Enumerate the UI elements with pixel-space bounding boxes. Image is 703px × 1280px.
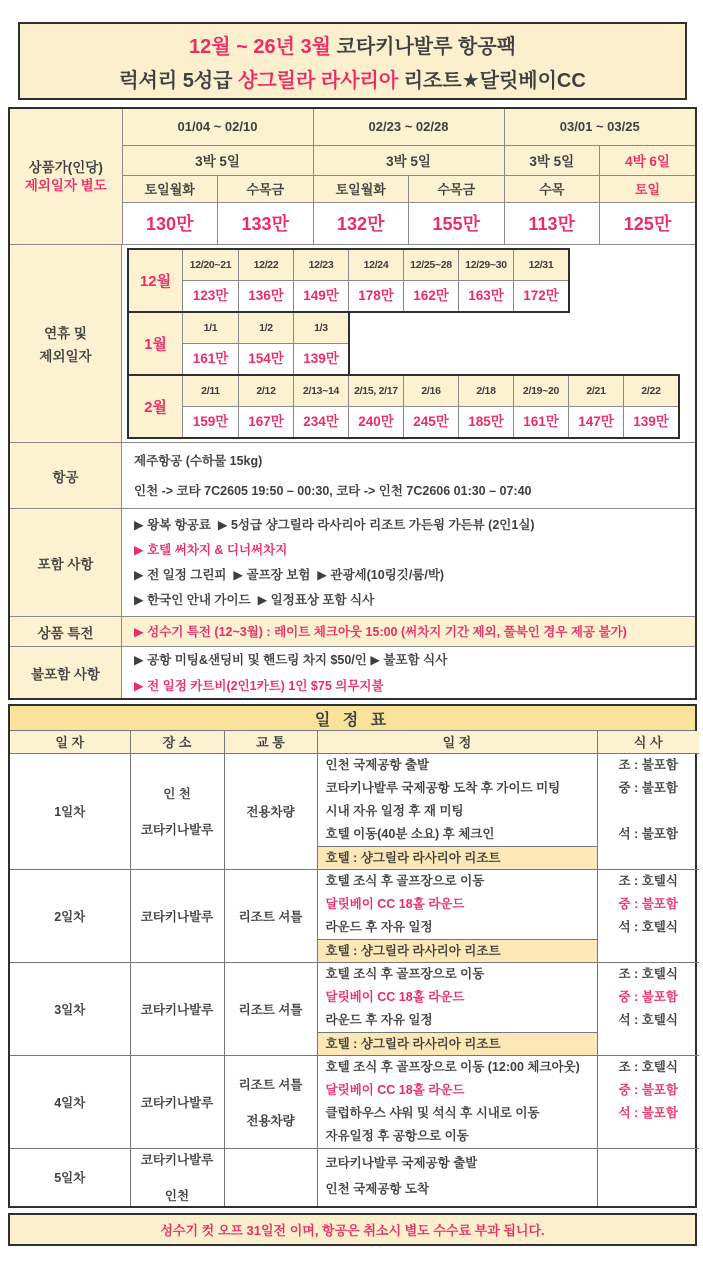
price-cell: 139만 [293, 344, 348, 374]
date-cell: 12/29~30 [458, 250, 513, 280]
excluded-section [10, 646, 695, 698]
schedule-line: 시내 자유 일정 후 재 미팅 [325, 803, 464, 818]
title-line-2 [119, 64, 586, 93]
meal-line: 중 : 불포함 [618, 780, 678, 795]
special-benefit-section [10, 616, 695, 646]
day-number: 4일차 [10, 1055, 130, 1148]
duration-cell: 3박 5일 [122, 145, 313, 175]
december-prices-row [183, 280, 568, 311]
excluded-section-label [10, 647, 122, 698]
schedule-line: 클럽하우스 샤워 및 석식 후 시내로 이동 [325, 1105, 540, 1120]
day-number: 3일차 [10, 962, 130, 1055]
header-place: 장 소 [130, 731, 224, 753]
date-cell: 12/22 [238, 250, 293, 280]
schedule-line: 호텔 조식 후 골프장으로 이동 [325, 873, 485, 888]
price-cell: 178만 [348, 281, 403, 311]
excluded-items [122, 647, 695, 698]
package-info-table [8, 107, 697, 700]
price-cell: 154만 [238, 344, 293, 374]
included-item: ▶ 호텔 써차지 & 디너써차지 [134, 543, 288, 557]
price-cell: 234만 [293, 407, 348, 437]
title-date-range: 12월 ~ 26년 3월 [189, 35, 331, 58]
itinerary-table [10, 731, 699, 1206]
day-meals [598, 963, 700, 1032]
december-dates-row [183, 250, 568, 280]
month-label: 1월 [129, 313, 183, 374]
header-transport: 교 통 [224, 731, 317, 753]
price-cell: 240만 [348, 407, 403, 437]
header-schedule: 일 정 [317, 731, 597, 753]
day-schedule [318, 963, 597, 1032]
date-cell: 2/21 [568, 376, 623, 406]
place-line: 코타키나발루 [140, 1002, 214, 1017]
meal-line: 조 : 호텔식 [618, 873, 678, 888]
place-line: 코타키나발루 [140, 909, 214, 924]
meal-line: 조 : 호텔식 [618, 1059, 678, 1074]
price-label-line1: 상품가(인당) [28, 159, 103, 175]
special-benefit-content [122, 617, 695, 646]
price-cell: 245만 [403, 407, 458, 437]
date-cell: 12/20~21 [183, 250, 238, 280]
february-dates-row [183, 376, 678, 406]
title-destination: 코타키나발루 항공팩 [330, 35, 516, 58]
holiday-label-line2: 제외일자 [39, 349, 92, 364]
january-prices-row [183, 343, 348, 374]
meal-line: 조 : 호텔식 [618, 966, 678, 981]
price-cell: 123만 [183, 281, 238, 311]
weekday-cell: 수목금 [409, 175, 505, 202]
schedule-line: 라운드 후 자유 일정 [325, 1012, 433, 1027]
included-item: ▶ 전 일정 그린피 ▶ 골프장 보험 ▶ 관광세(10링깃/룸/박) [134, 568, 445, 582]
itinerary-day-3 [10, 962, 699, 1055]
price-range-row [10, 109, 695, 145]
price-cell: 139만 [623, 407, 678, 437]
meal-line [598, 800, 700, 823]
month-label: 2월 [129, 376, 183, 437]
date-range-cell: 02/23 ~ 02/28 [313, 109, 504, 145]
price-table-label [10, 109, 122, 244]
price-cell: 167만 [238, 407, 293, 437]
footer-notice-text: 성수기 컷 오프 31일전 이며, 항공은 취소시 별도 수수료 부과 됩니다. [160, 1223, 545, 1238]
airline-info: 제주항공 (수하물 15kg) [134, 453, 263, 468]
travel-package-flyer [8, 0, 697, 1246]
price-cell: 136만 [238, 281, 293, 311]
included-section [10, 508, 695, 616]
day-schedule [318, 1056, 597, 1148]
date-cell: 2/12 [238, 376, 293, 406]
flight-details [122, 443, 695, 508]
meal-line: 석 : 호텔식 [618, 1012, 678, 1027]
meal-line: 중 : 불포함 [618, 1082, 678, 1097]
hotel-note: 호텔 : 샹그릴라 라사리아 리조트 [318, 1032, 597, 1055]
schedule-line: 달릿베이 CC 18홀 라운드 [325, 989, 465, 1004]
included-item: ▶ 한국인 안내 가이드 ▶ 일정표상 포함 식사 [134, 593, 375, 607]
transport-line: 리조트 셔틀 [238, 909, 303, 924]
weekday-cell: 토일 [600, 175, 696, 202]
day-transport [225, 1000, 317, 1018]
transport-line: 리조트 셔틀 [238, 1002, 303, 1017]
date-cell: 2/13~14 [293, 376, 348, 406]
package-title [18, 22, 687, 100]
hotel-note: 호텔 : 샹그릴라 라사리아 리조트 [318, 846, 597, 869]
price-cell: 161만 [183, 344, 238, 374]
itinerary-day-2 [10, 869, 699, 962]
price-cell: 185만 [458, 407, 513, 437]
meal-line: 석 : 불포함 [618, 1105, 678, 1120]
flight-label-text: 항공 [52, 469, 79, 485]
price-cell: 163만 [458, 281, 513, 311]
date-cell: 1/2 [238, 313, 293, 343]
date-cell: 1/1 [183, 313, 238, 343]
day-meals [598, 870, 700, 939]
date-cell: 2/15, 2/17 [348, 376, 403, 406]
day-transport [225, 802, 317, 820]
day-number: 5일차 [10, 1148, 130, 1206]
price-cell: 149만 [293, 281, 348, 311]
day-meals [598, 1056, 700, 1125]
price-cell: 132만 [313, 202, 409, 244]
itinerary-section [8, 704, 697, 1208]
header-day: 일 자 [10, 731, 130, 753]
date-range-cell: 01/04 ~ 02/10 [122, 109, 313, 145]
place-line: 코타키나발루 [140, 1095, 214, 1110]
date-cell: 2/16 [403, 376, 458, 406]
flight-schedule: 인천 -> 코타 7C2605 19:50 – 00:30, 코타 -> 인천 7C2606 01:30 – 07:40 [134, 483, 532, 498]
included-item: ▶ 왕복 항공료 ▶ 5성급 샹그릴라 라사리아 리조트 가든윙 가든뷰 (2인1실) [134, 518, 535, 532]
price-cell: 161만 [513, 407, 568, 437]
day-places [131, 1000, 224, 1018]
month-label: 12월 [129, 250, 183, 311]
schedule-line: 라운드 후 자유 일정 [325, 919, 433, 934]
price-table [10, 109, 695, 244]
date-cell: 2/11 [183, 376, 238, 406]
itinerary-header-row [10, 731, 699, 753]
date-cell: 12/25~28 [403, 250, 458, 280]
day-places [131, 784, 224, 838]
price-cell: 162만 [403, 281, 458, 311]
flight-section [10, 442, 695, 508]
weekday-cell: 토일월화 [313, 175, 409, 202]
price-cell: 125만 [600, 202, 696, 244]
duration-cell: 3박 5일 [504, 145, 600, 175]
price-label-line2: 제외일자 별도 [24, 177, 107, 193]
meal-line: 중 : 불포함 [618, 989, 678, 1004]
title-hotel-grade: 럭셔리 5성급 [119, 69, 239, 92]
special-benefit-label [10, 617, 122, 646]
schedule-line: 호텔 조식 후 골프장으로 이동 [325, 966, 485, 981]
schedule-line: 코타키나발루 국제공항 출발 [325, 1155, 478, 1170]
weekday-cell: 수목 [504, 175, 600, 202]
title-line-1 [189, 30, 516, 59]
holiday-month-december [127, 248, 570, 313]
price-cell: 172만 [513, 281, 568, 311]
day-transport [225, 907, 317, 925]
title-hotel-name: 샹그릴라 라사리아 [238, 69, 399, 92]
itinerary-day-5 [10, 1148, 699, 1206]
date-cell: 12/31 [513, 250, 568, 280]
special-label-text: 상품 특전 [37, 625, 94, 641]
day-places [131, 1150, 224, 1204]
schedule-line: 인천 국제공항 출발 [325, 757, 430, 772]
date-cell: 2/19~20 [513, 376, 568, 406]
included-items [122, 509, 695, 616]
meal-line: 석 : 불포함 [618, 826, 678, 841]
footer-notice [8, 1213, 697, 1246]
date-range-cell: 03/01 ~ 03/25 [504, 109, 695, 145]
day-places [131, 1093, 224, 1111]
hotel-note: 호텔 : 샹그릴라 라사리아 리조트 [318, 939, 597, 962]
header-meals: 식 사 [597, 731, 699, 753]
holiday-label-line1: 연휴 및 [44, 326, 87, 341]
included-section-label [10, 509, 122, 616]
place-line: 코타키나발루 [140, 823, 214, 837]
schedule-line: 자유일정 후 공항으로 이동 [325, 1128, 469, 1143]
place-line: 인 천 [163, 787, 191, 801]
date-cell: 12/23 [293, 250, 348, 280]
holiday-section-label [10, 245, 122, 442]
schedule-line: 달릿베이 CC 18홀 라운드 [325, 1082, 465, 1097]
schedule-line: 호텔 이동(40분 소요) 후 체크인 [325, 826, 495, 841]
holiday-section [10, 244, 695, 442]
schedule-line: 코타키나발루 국제공항 도착 후 가이드 미팅 [325, 780, 561, 795]
transport-line: 전용차량 [246, 1113, 295, 1128]
price-cell: 130만 [122, 202, 218, 244]
february-prices-row [183, 406, 678, 437]
place-line: 코타키나발루 [140, 1153, 214, 1168]
included-label-text: 포함 사항 [37, 556, 94, 572]
meal-line: 석 : 호텔식 [618, 919, 678, 934]
day-meals [598, 754, 700, 846]
day-number: 2일차 [10, 869, 130, 962]
holiday-month-january [127, 311, 350, 376]
flight-section-label [10, 443, 122, 508]
duration-cell: 4박 6일 [600, 145, 696, 175]
transport-line: 전용차량 [246, 805, 295, 819]
meal-line: 중 : 불포함 [618, 896, 678, 911]
meal-line: 조 : 불포함 [618, 757, 678, 772]
schedule-line: 달릿베이 CC 18홀 라운드 [325, 896, 465, 911]
price-cell: 133만 [218, 202, 314, 244]
title-resort-cc: 리조트★달릿베이CC [398, 69, 586, 92]
day-transport [225, 1075, 317, 1129]
day-schedule [318, 870, 597, 939]
holiday-month-tables [122, 245, 695, 442]
excluded-item: ▶ 공항 미팅&샌딩비 및 핸드링 차지 $50/인 ▶ 불포함 식사 [134, 652, 448, 667]
day-schedule [318, 754, 597, 846]
excluded-item: ▶ 전 일정 카트비(2인1카트) 1인 $75 의무지불 [134, 678, 384, 693]
itinerary-day-4 [10, 1055, 699, 1148]
place-line: 인천 [164, 1189, 190, 1204]
duration-cell: 3박 5일 [313, 145, 504, 175]
special-benefit-text: ▶ 성수기 특전 (12~3월) : 레이트 체크아웃 15:00 (써차지 기간 제외, 풀북인 경우 제공 불가) [134, 624, 627, 639]
itinerary-day-1 [10, 753, 699, 869]
schedule-line: 인천 국제공항 도착 [325, 1181, 430, 1196]
holiday-month-february [127, 374, 680, 439]
day-schedule [318, 1152, 597, 1201]
weekday-cell: 수목금 [218, 175, 314, 202]
date-cell: 2/18 [458, 376, 513, 406]
date-cell: 2/22 [623, 376, 678, 406]
price-cell: 113만 [504, 202, 600, 244]
january-dates-row [183, 313, 348, 343]
weekday-cell: 토일월화 [122, 175, 218, 202]
price-cell: 147만 [568, 407, 623, 437]
schedule-line: 호텔 조식 후 골프장으로 이동 (12:00 체크아웃) [325, 1059, 580, 1074]
day-number: 1일차 [10, 753, 130, 869]
transport-line: 리조트 셔틀 [238, 1077, 303, 1092]
price-cell: 159만 [183, 407, 238, 437]
day-places [131, 907, 224, 925]
itinerary-title-bar: 일 정 표 [10, 706, 695, 731]
date-cell: 12/24 [348, 250, 403, 280]
excluded-label-text: 불포함 사항 [31, 666, 100, 682]
price-cell: 155만 [409, 202, 505, 244]
date-cell: 1/3 [293, 313, 348, 343]
